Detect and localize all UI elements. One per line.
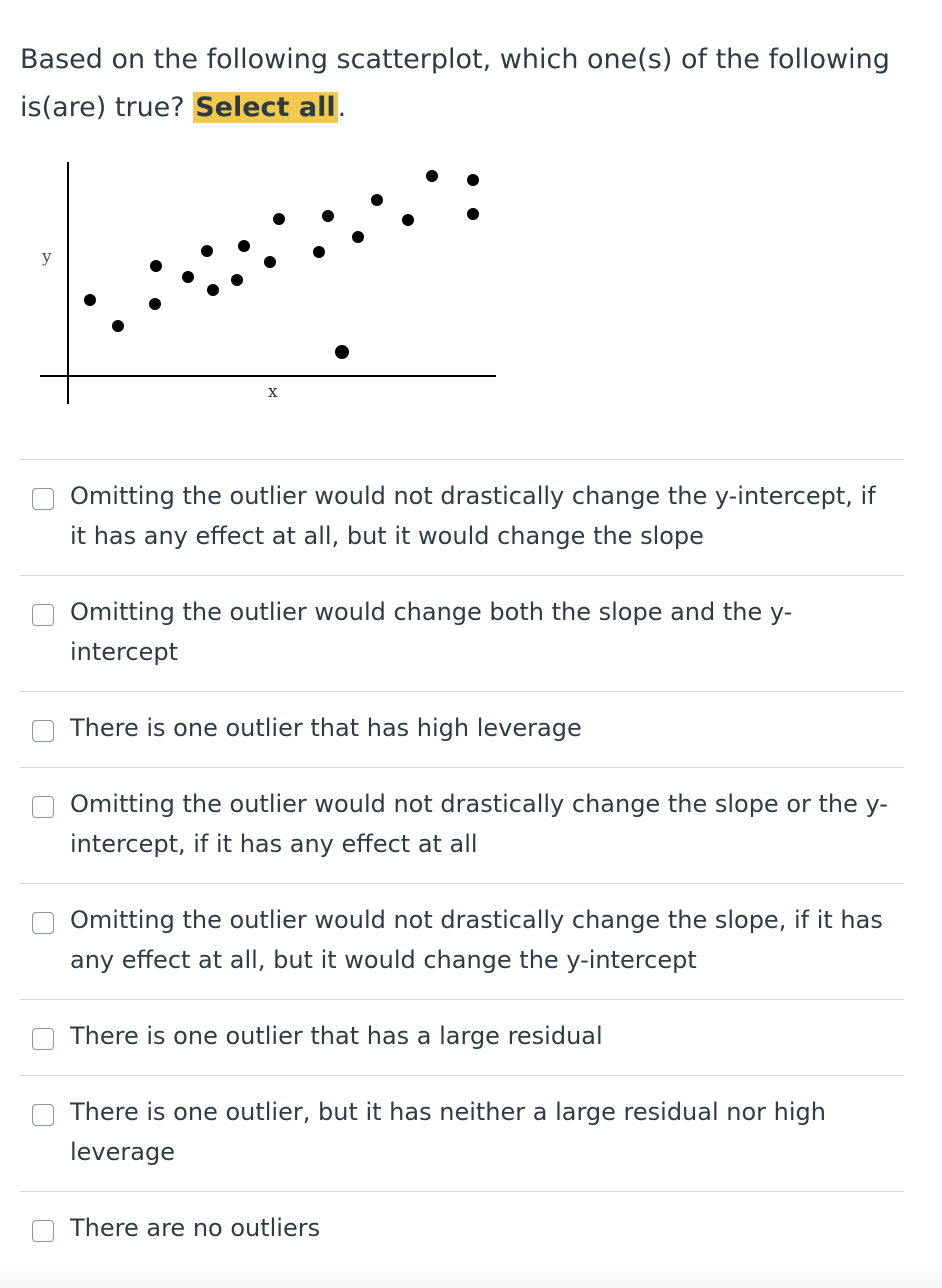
data-point-18 — [467, 174, 479, 186]
data-point-12 — [313, 246, 325, 258]
data-point-3 — [149, 298, 161, 310]
checkbox-2[interactable] — [32, 604, 54, 626]
answer-label-6: There is one outlier that has a large residual — [70, 1022, 603, 1050]
answer-label-3: There is one outlier that has high leverage — [70, 714, 582, 742]
data-point-8 — [231, 274, 243, 286]
answer-option-6[interactable] — [20, 999, 904, 1075]
checkbox-6[interactable] — [32, 1028, 54, 1050]
data-point-13 — [322, 210, 334, 222]
data-point-16 — [402, 214, 414, 226]
data-point-2 — [112, 320, 124, 332]
scatterplot-image — [0, 150, 520, 420]
y-axis-label: y — [42, 247, 52, 267]
data-point-6 — [201, 245, 213, 257]
answer-label-5: Omitting the outlier would not drastically change the slope, if it has any effect at all, but it would change the y-intercept — [70, 906, 883, 974]
data-point-17 — [426, 170, 438, 182]
answer-option-4[interactable] — [20, 767, 904, 883]
data-point-11 — [273, 213, 285, 225]
answer-option-8[interactable] — [20, 1191, 904, 1267]
checkbox-8[interactable] — [32, 1220, 54, 1242]
answer-label-1: Omitting the outlier would not drastically change the y-intercept, if it has any effect at all, but it would change the slope — [70, 482, 876, 550]
data-points — [84, 170, 479, 359]
data-point-15 — [371, 194, 383, 206]
answer-label-8: There are no outliers — [70, 1214, 321, 1242]
data-point-9 — [238, 240, 250, 252]
answer-label-4: Omitting the outlier would not drastically change the slope or the y-intercept, if it has any effect at all — [70, 790, 888, 858]
checkbox-4[interactable] — [32, 796, 54, 818]
answer-option-1[interactable] — [20, 459, 904, 575]
page-bottom-edge — [0, 1262, 942, 1288]
data-point-14 — [352, 231, 364, 243]
select-all-highlight: Select all — [195, 92, 336, 123]
answer-label-2: Omitting the outlier would change both the slope and the y-intercept — [70, 598, 793, 666]
answer-option-5[interactable] — [20, 883, 904, 999]
answer-option-7[interactable] — [20, 1075, 904, 1191]
data-point-7 — [207, 284, 219, 296]
answer-list — [20, 459, 904, 1267]
answer-label-7: There is one outlier, but it has neither a large residual nor high leverage — [70, 1098, 826, 1166]
checkbox-7[interactable] — [32, 1104, 54, 1126]
question-punctuation: . — [337, 92, 347, 123]
question-prompt — [20, 36, 900, 132]
data-point-4 — [150, 260, 162, 272]
checkbox-5[interactable] — [32, 912, 54, 934]
x-axis-label: x — [268, 382, 278, 402]
outlier-point — [335, 345, 349, 359]
checkbox-3[interactable] — [32, 720, 54, 742]
answer-option-3[interactable] — [20, 691, 904, 767]
answer-option-2[interactable] — [20, 575, 904, 691]
data-point-19 — [467, 208, 479, 220]
checkbox-1[interactable] — [32, 488, 54, 510]
question-text: Based on the following scatterplot, which one(s) of the following is(are) true? — [20, 44, 890, 123]
data-point-5 — [182, 271, 194, 283]
data-point-10 — [264, 256, 276, 268]
data-point-1 — [84, 294, 96, 306]
